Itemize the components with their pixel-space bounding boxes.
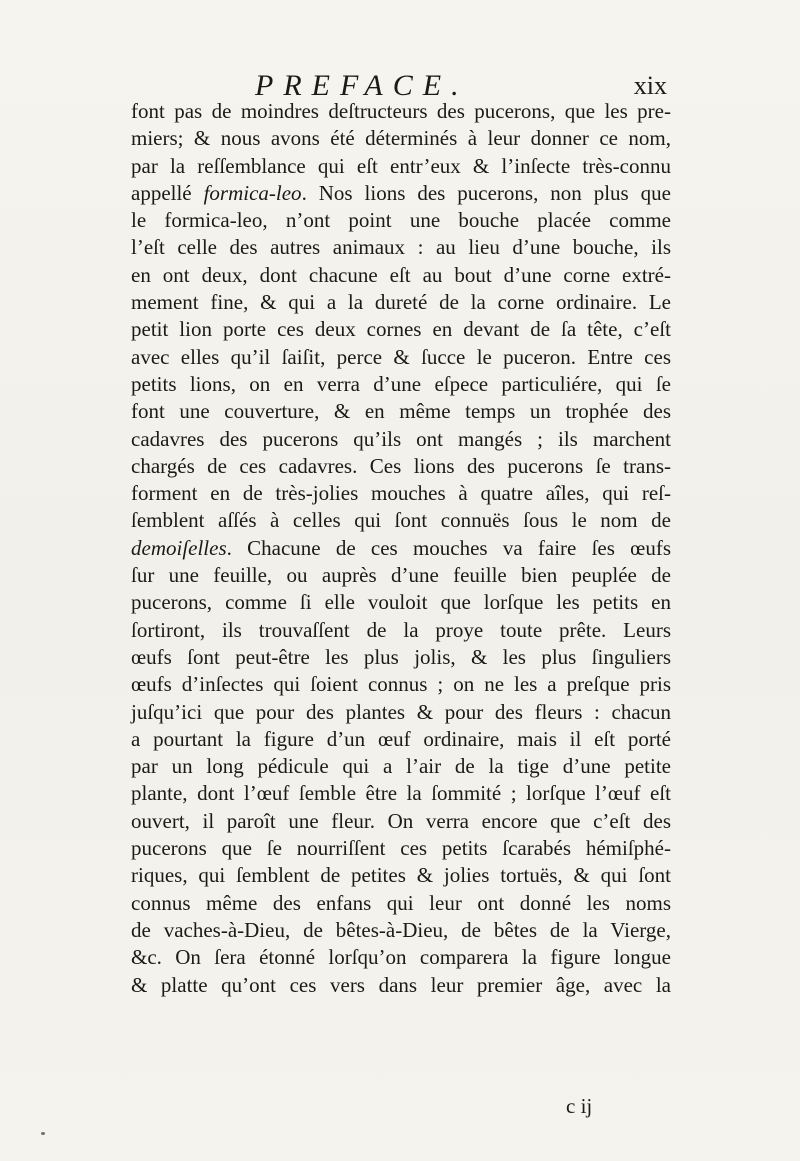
- text-line: [131, 535, 671, 562]
- text-line: [131, 180, 671, 207]
- body-text: [131, 98, 671, 999]
- text-line: [131, 835, 671, 862]
- text-line: [131, 862, 671, 889]
- text-run: &c. On ſera étonné lorſqu’on comparera la figure longue: [131, 945, 671, 970]
- text-line: [131, 562, 671, 589]
- page-number: xix: [633, 71, 667, 100]
- text-line: [131, 398, 671, 425]
- text-run: miers; & nous avons été déterminés à leur donner ce nom,: [131, 126, 671, 151]
- text-line: [131, 753, 671, 780]
- text-line: [131, 808, 671, 835]
- text-run: pucerons, comme ſi elle vouloit que lorſque les petits en: [131, 590, 671, 615]
- text-line: [131, 507, 671, 534]
- text-run: font une couverture, & en même temps un trophée des: [131, 399, 671, 424]
- text-run: cadavres des pucerons qu’ils ont mangés ; ils marchent: [131, 426, 671, 451]
- text-line: [131, 98, 671, 125]
- text-line: [131, 453, 671, 480]
- italic-term: demoiſelles: [131, 535, 227, 560]
- text-run: par un long pédicule qui a l’air de la tige d’une petite: [131, 754, 671, 779]
- text-line: [131, 917, 671, 944]
- text-run: font pas de moindres deſtructeurs des pucerons, que les pre-: [131, 99, 671, 123]
- text-line: [131, 289, 671, 316]
- text-run: riques, qui ſemblent de petites & jolies tortuës, & qui ſont: [131, 863, 671, 888]
- text-line: [131, 153, 671, 180]
- text-run: juſqu’ici que pour des plantes & pour des fleurs : chacun: [131, 699, 671, 724]
- signature-mark: c ij: [566, 1094, 593, 1118]
- text-run: plante, dont l’œuf ſemble être la ſommité ; lorſque l’œuf eſt: [131, 781, 671, 806]
- text-run: en ont deux, dont chacune eſt au bout d’une corne extré-: [131, 262, 671, 287]
- text-run: forment en de très-jolies mouches à quatre aîles, qui reſ-: [131, 481, 671, 506]
- text-line: [131, 125, 671, 152]
- text-run: par la reſſemblance qui eſt entr’eux & l’inſecte très-connu: [131, 153, 671, 178]
- text-run: . Chacune de ces mouches va faire ſes œufs: [226, 535, 671, 560]
- text-line: [131, 671, 671, 698]
- text-run: . Nos lions des pucerons, non plus que: [301, 180, 671, 205]
- text-run: pucerons que ſe nourriſſent ces petits ſcarabés hémiſphé-: [131, 836, 671, 861]
- running-title: PREFACE.: [255, 69, 469, 102]
- text-run: ſortiront, ils trouvaſſent de la proye toute prête. Leurs: [131, 617, 671, 642]
- text-run: ouvert, il paroît une fleur. On verra encore que c’eſt des: [131, 808, 671, 833]
- text-line: [131, 780, 671, 807]
- text-run: petits lions, on en verra d’une eſpece particuliére, qui ſe: [131, 371, 671, 396]
- text-run: œufs ſont peut-être les plus jolis, & les plus ſinguliers: [131, 644, 671, 669]
- text-run: mement fine, & qui a la dureté de la corne ordinaire. Le: [131, 290, 671, 315]
- text-run: ſur une feuille, ou auprès d’une feuille bien peuplée de: [131, 563, 671, 588]
- text-run: a pourtant la figure d’un œuf ordinaire, mais il eſt porté: [131, 726, 671, 751]
- text-line: [131, 890, 671, 917]
- paper-speck: [41, 1132, 45, 1135]
- text-line: [131, 344, 671, 371]
- text-run: ſemblent aſſés à celles qui ſont connuës ſous le nom de: [131, 508, 671, 533]
- text-line: [131, 589, 671, 616]
- text-run: de vaches-à-Dieu, de bêtes-à-Dieu, de bêtes de la Vierge,: [131, 917, 671, 942]
- text-run: l’eſt celle des autres animaux : au lieu d’une bouche, ils: [131, 235, 671, 260]
- text-line: [131, 207, 671, 234]
- text-line: [131, 262, 671, 289]
- text-run: appellé: [131, 180, 204, 205]
- text-line: [131, 699, 671, 726]
- italic-term: formica-leo: [203, 180, 302, 205]
- text-line: [131, 480, 671, 507]
- text-run: petit lion porte ces deux cornes en devant de ſa tête, c’eſt: [131, 317, 671, 342]
- text-run: avec elles qu’il ſaiſit, perce & ſucce le puceron. Entre ces: [131, 344, 671, 369]
- text-run: chargés de ces cadavres. Ces lions des pucerons ſe trans-: [131, 453, 671, 478]
- text-line: [131, 426, 671, 453]
- text-run: œufs d’inſectes qui ſoient connus ; on ne les a preſque pris: [131, 672, 671, 697]
- text-run: & platte qu’ont ces vers dans leur premier âge, avec la: [131, 972, 671, 997]
- text-line: [131, 644, 671, 671]
- text-line: [131, 234, 671, 261]
- text-line: [131, 371, 671, 398]
- text-line: [131, 617, 671, 644]
- text-line: [131, 972, 671, 999]
- text-line: [131, 944, 671, 971]
- text-line: [131, 316, 671, 343]
- text-run: connus même des enfans qui leur ont donné les noms: [131, 890, 671, 915]
- text-run: le formica-leo, n’ont point une bouche placée comme: [131, 208, 671, 233]
- text-line: [131, 726, 671, 753]
